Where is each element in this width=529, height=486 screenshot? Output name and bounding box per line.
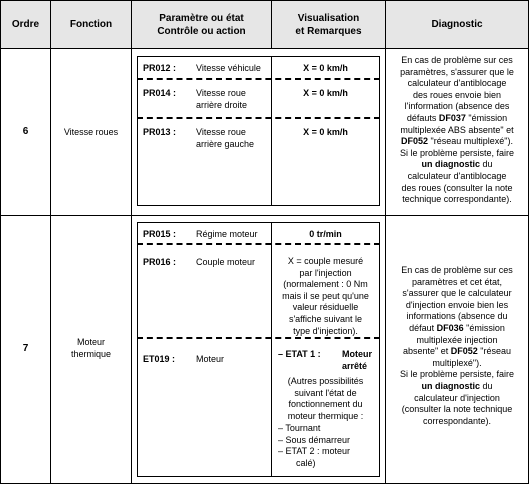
visu-et019-details: (Autres possibilités suivant l'état de fonctionnement du moteur thermique : (287, 376, 364, 421)
col-line-1 (50, 0, 51, 484)
r6-inner-top (137, 56, 380, 57)
param-code-pr013: PR013 : (143, 127, 177, 137)
header-ordre: Ordre (1, 1, 50, 48)
row6-ordre: 6 (22, 126, 29, 137)
param-label-et019: Moteur (196, 354, 225, 364)
row6-fonction: Vitesse roues (63, 127, 119, 137)
visu-pr014: X = 0 km/h (303, 88, 348, 98)
border-left (0, 0, 1, 484)
r7-dash-2 (137, 337, 380, 339)
param-code-pr012: PR012 : (143, 63, 177, 73)
param-label-pr014: Vitesse roue arrière droite (196, 88, 248, 110)
col-line-2 (131, 0, 132, 484)
border-bottom (0, 483, 529, 484)
row7-fonction: Moteur thermique (70, 337, 112, 359)
r7-inner-left (137, 222, 138, 477)
param-label-pr012: Vitesse véhicule (196, 63, 261, 73)
header-parametre: Paramètre ou état Contrôle ou action (132, 1, 271, 48)
r7-inner-bottom (137, 476, 380, 477)
border-top (0, 0, 529, 1)
visu-pr012: X = 0 km/h (303, 63, 348, 73)
visu-pr016: X = couple mesuré par l'injection (normalement : 0 Nm mais il se peut qu'une valeur résiduelle s'affiche suivant le type d'injection). (282, 256, 369, 336)
row6-bottom (0, 215, 529, 216)
param-code-pr015: PR015 : (143, 229, 177, 239)
param-label-pr016: Couple moteur (196, 257, 256, 267)
row6-diagnostic: En cas de problème sur ces paramètres, s'assurer que le calculateur d'antiblocage des roues envoie bien l'information (absence des défauts DF037 "émission multiplexée ABS absente" et DF052 "réseau multiplexé"). Si le problème persiste, faire un diagnostic du calculateur d'antiblocage des roues (consulter la note technique correspondante). (399, 55, 515, 205)
header-bottom (0, 48, 529, 49)
r7-inner-top (137, 222, 380, 223)
visu-et019-etat1: – ETAT 1 : Moteur arrêté (278, 349, 372, 371)
param-code-pr014: PR014 : (143, 88, 177, 98)
param-label-pr015: Régime moteur (196, 229, 258, 239)
col-line-3 (271, 0, 272, 48)
param-code-et019: ET019 : (143, 354, 176, 364)
visu-pr013: X = 0 km/h (303, 127, 348, 137)
r7-inner-right (379, 222, 380, 477)
r7-dash-1 (137, 243, 380, 245)
header-diagnostic: Diagnostic (386, 1, 528, 48)
r6-dash-2 (137, 117, 380, 119)
row7-ordre: 7 (22, 343, 29, 354)
visu-et019-options: – Tournant – Sous démarreur – ETAT 2 : moteur calé) (278, 423, 351, 468)
r6-dash-1 (137, 78, 380, 80)
param-code-pr016: PR016 : (143, 257, 177, 267)
visu-pr015: 0 tr/min (309, 229, 342, 239)
param-label-pr013: Vitesse roue arrière gauche (196, 127, 255, 149)
r6-inner-bottom (137, 205, 380, 206)
header-visualisation: Visualisation et Remarques (272, 1, 385, 48)
row7-diagnostic: En cas de problème sur ces paramètres et cet état, s'assurer que le calculateur d'injection envoie bien les informations (absence du défaut DF036 "émission multiplexée injection absente" et DF052 "réseau multiplexé"). Si le problème persiste, faire un diagnostic du calculateur d'injection (consulter la note technique correspondante). (399, 265, 515, 426)
header-fonction: Fonction (51, 1, 131, 48)
